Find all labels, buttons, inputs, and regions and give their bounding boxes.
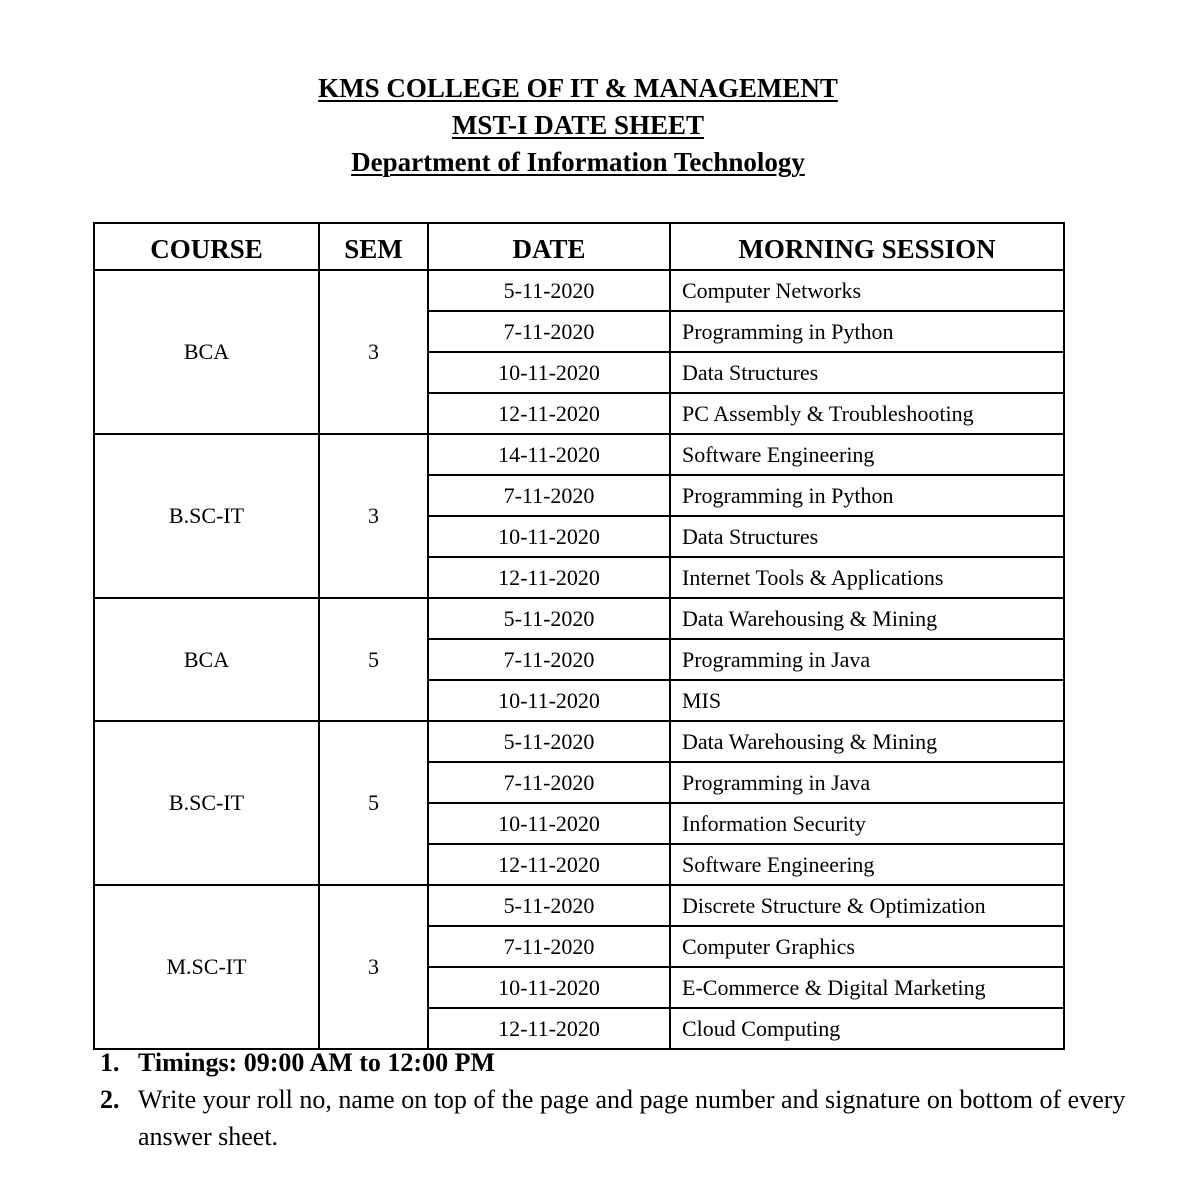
course-cell: B.SC-IT [94,721,319,885]
course-cell: BCA [94,598,319,721]
sem-cell: 3 [319,270,428,434]
note-number: 2. [100,1085,120,1114]
subject-cell: Programming in Python [670,311,1064,352]
date-cell: 12-11-2020 [428,557,670,598]
date-cell: 10-11-2020 [428,803,670,844]
date-cell: 14-11-2020 [428,434,670,475]
subject-cell: Software Engineering [670,434,1064,475]
subject-cell: Computer Graphics [670,926,1064,967]
subject-cell: E-Commerce & Digital Marketing [670,967,1064,1008]
date-cell: 10-11-2020 [428,680,670,721]
note-text: Timings: 09:00 AM to 12:00 PM [138,1048,495,1077]
date-cell: 5-11-2020 [428,270,670,311]
subject-cell: Computer Networks [670,270,1064,311]
column-header-course: COURSE [94,223,319,270]
table-row [94,270,1064,311]
notes-list [100,1044,1140,1155]
sem-cell: 3 [319,434,428,598]
subject-cell: MIS [670,680,1064,721]
date-cell: 12-11-2020 [428,844,670,885]
subject-cell: Programming in Java [670,762,1064,803]
date-cell: 5-11-2020 [428,598,670,639]
date-cell: 10-11-2020 [428,516,670,557]
table-row [94,434,1064,475]
note-item [100,1044,1140,1081]
sem-cell: 5 [319,598,428,721]
column-header-morning-session: MORNING SESSION [670,223,1064,270]
note-text: Write your roll no, name on top of the page and page number and signature on bottom of every answer sheet. [138,1085,1126,1151]
course-cell: B.SC-IT [94,434,319,598]
subject-cell: Software Engineering [670,844,1064,885]
course-cell: M.SC-IT [94,885,319,1049]
note-item [100,1081,1140,1155]
table-header-row [94,223,1064,270]
date-sheet-table [93,222,1065,1050]
table-row [94,721,1064,762]
date-cell: 10-11-2020 [428,352,670,393]
subject-cell: Data Structures [670,352,1064,393]
department-name: Department of Information Technology [351,147,805,177]
column-header-sem: SEM [319,223,428,270]
subject-cell: Internet Tools & Applications [670,557,1064,598]
date-cell: 7-11-2020 [428,311,670,352]
date-cell: 12-11-2020 [428,1008,670,1049]
date-cell: 5-11-2020 [428,721,670,762]
subject-cell: PC Assembly & Troubleshooting [670,393,1064,434]
sem-cell: 3 [319,885,428,1049]
date-cell: 7-11-2020 [428,639,670,680]
table-row [94,885,1064,926]
date-cell: 12-11-2020 [428,393,670,434]
course-cell: BCA [94,270,319,434]
date-cell: 7-11-2020 [428,762,670,803]
document-title: MST-I DATE SHEET [451,110,705,140]
sem-cell: 5 [319,721,428,885]
college-name: KMS COLLEGE OF IT & MANAGEMENT [318,73,838,103]
subject-cell: Programming in Java [670,639,1064,680]
subject-cell: Data Warehousing & Mining [670,598,1064,639]
date-cell: 7-11-2020 [428,475,670,516]
subject-cell: Data Structures [670,516,1064,557]
date-cell: 7-11-2020 [428,926,670,967]
date-cell: 5-11-2020 [428,885,670,926]
document-header [0,70,1156,181]
subject-cell: Information Security [670,803,1064,844]
subject-cell: Data Warehousing & Mining [670,721,1064,762]
note-number: 1. [100,1048,120,1077]
column-header-date: DATE [428,223,670,270]
subject-cell: Cloud Computing [670,1008,1064,1049]
date-cell: 10-11-2020 [428,967,670,1008]
subject-cell: Discrete Structure & Optimization [670,885,1064,926]
subject-cell: Programming in Python [670,475,1064,516]
table-row [94,598,1064,639]
